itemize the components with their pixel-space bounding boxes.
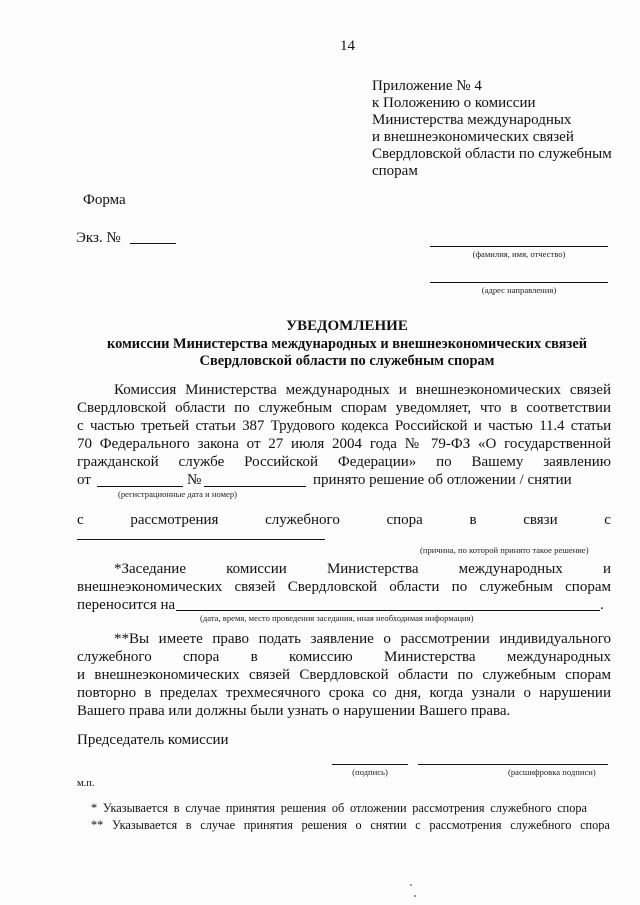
reason-line: [77, 512, 611, 529]
word: Министерства: [326, 561, 419, 577]
appendix-line: спорам: [372, 163, 418, 179]
word: *Заседание: [114, 561, 186, 577]
word: спора: [386, 512, 423, 528]
p3-line4: повторно в пределах трехмесячного срока со дня, когда узнали о нарушении: [77, 685, 611, 701]
word: служебным: [479, 579, 553, 595]
word: принятия: [243, 818, 293, 832]
decision-text: принято решение об отложении / снятии: [313, 472, 572, 488]
reason-caption: (причина, по которой принято такое решение): [420, 545, 589, 555]
footnote-2: [91, 818, 610, 832]
signature-line: [332, 764, 408, 765]
p2-line2: [77, 579, 611, 596]
word: служебного: [510, 818, 572, 832]
word: в: [469, 512, 477, 528]
recipient-address-caption: (адрес направления): [481, 285, 557, 295]
signature-caption: (подпись): [352, 767, 388, 777]
notice-subtitle-line2: Свердловской области по служебным спорам: [199, 353, 495, 369]
scan-speck: [414, 895, 416, 897]
copy-number-label: Экз. №: [76, 230, 121, 246]
notice-subtitle-line1: комиссии Министерства международных и внешнеэкономических связей: [106, 336, 587, 352]
p2-line3: переносится на: [77, 597, 176, 613]
p3-line3: и внешнеэкономических связей Свердловской области по служебным спорам: [77, 667, 611, 683]
reg-date-blank: [97, 486, 183, 487]
word: решения: [301, 818, 347, 832]
period: .: [600, 597, 604, 613]
number-label: №: [187, 472, 202, 488]
body-line: с частью третьей статьи 387 Трудового кодекса Российской и частью 11.4 статьи: [77, 418, 611, 434]
p3-line2: [77, 649, 611, 666]
word: о: [355, 818, 362, 832]
page-number: 14: [340, 38, 355, 54]
appendix-line: Свердловской области по служебным: [372, 146, 612, 162]
word: спорам: [565, 579, 611, 595]
form-label: Форма: [83, 192, 126, 208]
body-line: гражданской службе Российской Федерации» по Вашему заявлению: [77, 454, 611, 470]
body-line: Свердловской области по служебным спорам уведомляет, что в соответствии: [77, 400, 611, 416]
p3-line1: **Вы имеете право подать заявление о рассмотрении индивидуального: [114, 631, 611, 647]
word: международных: [458, 561, 563, 577]
word: спора: [580, 818, 610, 832]
reg-caption: (регистрационные дата и номер): [118, 489, 237, 499]
word: служебного: [265, 512, 340, 528]
recipient-name-caption: (фамилия, имя, отчество): [472, 249, 566, 259]
body-line: 70 Федерального закона от 27 июля 2004 года № 79-ФЗ «О государственной: [77, 436, 611, 452]
appendix-line: Министерства международных: [372, 112, 572, 128]
signature-decode-caption: (расшифровка подписи): [508, 767, 596, 777]
word: снятии: [370, 818, 407, 832]
footnote-1: * Указывается в случае принятия решения об отложении рассмотрения служебного спора: [91, 801, 587, 815]
p2-line1: [114, 561, 611, 578]
copy-number-blank: [130, 243, 176, 244]
word: с: [77, 512, 84, 528]
word: Министерства: [384, 649, 476, 665]
word: международных: [506, 649, 611, 665]
notice-title: УВЕДОМЛЕНИЕ: [286, 318, 408, 334]
meeting-info-caption: (дата, время, место проведения заседания, иная необходимая информация): [200, 613, 474, 623]
word: комиссию: [288, 649, 353, 665]
p3-line5: Вашего права или должны были узнать о нарушении Вашего права.: [77, 703, 511, 719]
word: рассмотрения: [130, 512, 219, 528]
appendix-line: и внешнеэкономических связей: [372, 129, 574, 145]
reg-number-blank: [204, 486, 306, 487]
scan-speck: [410, 884, 412, 886]
word: и: [602, 561, 611, 577]
word: связей: [234, 579, 276, 595]
word: по: [451, 579, 468, 595]
word: Указывается: [111, 818, 178, 832]
reason-blank: [77, 539, 325, 540]
appendix-line: Приложение № 4: [372, 78, 482, 94]
word: с: [415, 818, 421, 832]
word: рассмотрения: [429, 818, 502, 832]
recipient-name-line: [430, 246, 608, 247]
word: в: [185, 818, 192, 832]
appendix-line: к Положению о комиссии: [372, 95, 536, 111]
word: спора: [182, 649, 220, 665]
word: комиссии: [226, 561, 287, 577]
word: связи: [523, 512, 558, 528]
word: случае: [200, 818, 236, 832]
stamp-label: м.п.: [77, 778, 95, 789]
word: области: [389, 579, 440, 595]
signature-decode-line: [418, 764, 608, 765]
word: с: [604, 512, 611, 528]
word: **: [91, 818, 104, 832]
word: служебного: [77, 649, 152, 665]
recipient-address-line: [430, 282, 608, 283]
from-label: от: [77, 472, 91, 488]
chairman-label: Председатель комиссии: [77, 732, 229, 748]
word: в: [250, 649, 258, 665]
word: внешнеэкономических: [77, 579, 223, 595]
word: Свердловской: [287, 579, 378, 595]
body-line: Комиссия Министерства международных и внешнеэкономических связей: [114, 382, 611, 398]
meeting-info-blank: [176, 610, 600, 611]
